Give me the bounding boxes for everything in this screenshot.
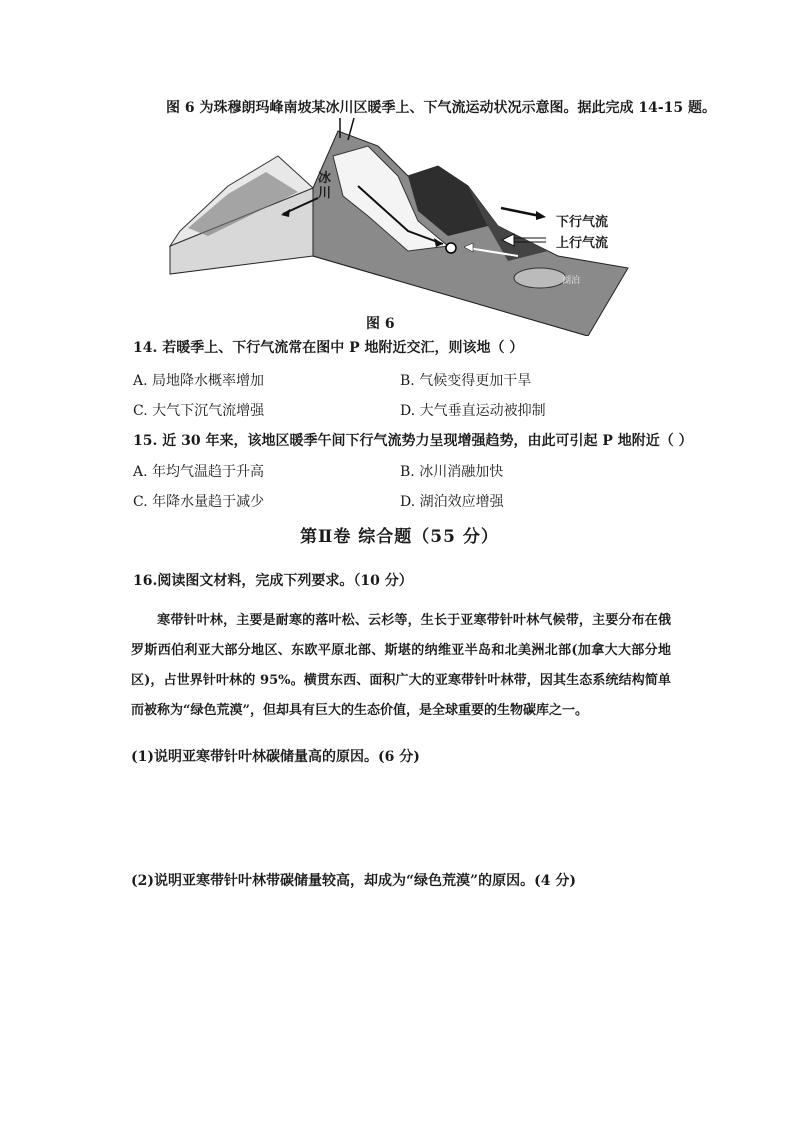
q16-material (131, 606, 671, 726)
q16-sub2: (2)说明亚寒带针叶林带碳储量较高，却成为“绿色荒漠”的原因。(4 分) (131, 873, 576, 889)
q14-option-b: B. 气候变得更加干旱 (400, 373, 532, 389)
q15-option-d: D. 湖泊效应增强 (400, 494, 504, 510)
q14-option-c: C. 大气下沉气流增强 (133, 403, 265, 419)
q14-option-a: A. 局地降水概率增加 (133, 373, 265, 389)
q16-material-text: 寒带针叶林，主要是耐寒的落叶松、云杉等，生长于亚寒带针叶林气候带，主要分布在俄罗斯西伯利亚大部分地区、东欧平原北部、斯堪的纳维亚半岛和北美洲北部(加拿大大部分地区)，占世界针叶林的 95%。横贯东西、面积广大的亚寒带针叶林带，因其生态系统结构简单而被称为“绿色荒漠”，但却具有巨大的生态价值，是全球重要的生物碳库之一。 (131, 613, 671, 718)
legend-upflow: 上行气流 (556, 236, 609, 251)
q14-stem: 14. 若暖季上、下行气流常在图中 P 地附近交汇，则该地（ ） (133, 340, 524, 356)
point-p (446, 243, 456, 253)
q15-option-a: A. 年均气温趋于升高 (133, 464, 265, 480)
q15-stem: 15. 近 30 年来，该地区暖季午间下行气流势力呈现增强趋势，由此可引起 P 地附近（ ） (133, 433, 693, 449)
lake-shape (514, 268, 566, 288)
glacier-airflow-diagram (168, 116, 638, 336)
lake-label: 湖泊 (562, 276, 581, 286)
q16-stem: 16.阅读图文材料，完成下列要求。（10 分） (133, 573, 413, 589)
section-title: 第Ⅱ卷 综合题（55 分） (300, 527, 499, 547)
q16-sub1: (1)说明亚寒带针叶林碳储量高的原因。(6 分) (131, 749, 420, 765)
question-intro: 图 6 为珠穆朗玛峰南坡某冰川区暖季上、下气流运动状况示意图。据此完成 14-15 题。 (166, 100, 717, 116)
glacier-label: 冰川 (318, 171, 332, 201)
q15-option-b: B. 冰川消融加快 (400, 464, 504, 480)
q14-option-d: D. 大气垂直运动被抑制 (400, 403, 546, 419)
q15-option-c: C. 年降水量趋于减少 (133, 494, 265, 510)
figure-caption: 图 6 (366, 316, 395, 332)
legend-downflow: 下行气流 (556, 215, 609, 230)
